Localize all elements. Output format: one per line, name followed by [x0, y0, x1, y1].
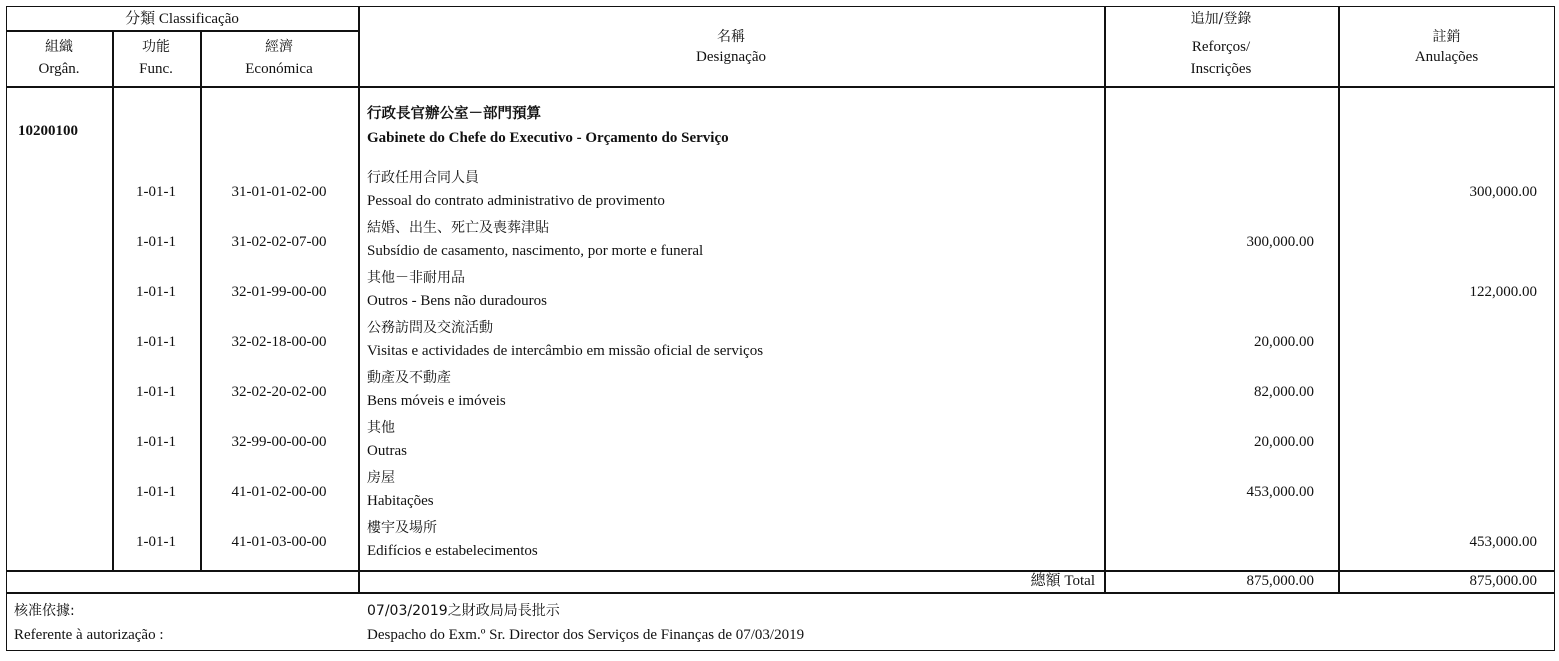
table-row — [6, 416, 1555, 466]
item-name-zh: 行政任用合同人員 — [367, 170, 479, 186]
service-name-pt: Gabinete do Chefe do Executivo - Orçamento do Serviço — [367, 130, 729, 146]
designation-header-pt: Designação — [696, 49, 766, 65]
anulacao-value: 300,000.00 — [1469, 184, 1537, 200]
func-code: 1-01-1 — [136, 434, 176, 450]
anulacao-value: 122,000.00 — [1469, 284, 1537, 300]
reforco-value: 82,000.00 — [1254, 384, 1314, 400]
table-row — [6, 466, 1555, 516]
item-name-pt: Subsídio de casamento, nascimento, por morte e funeral — [367, 243, 704, 259]
reforco-value: 300,000.00 — [1246, 234, 1314, 250]
table-row — [6, 266, 1555, 316]
table-row — [6, 166, 1555, 216]
item-name-zh: 公務訪問及交流活動 — [367, 320, 493, 336]
divider — [6, 86, 1555, 88]
func-code: 1-01-1 — [136, 484, 176, 500]
item-name-zh: 其他 — [367, 420, 395, 436]
authorization-value-pt: Despacho do Exm.º Sr. Director dos Serviços de Finanças de 07/03/2019 — [367, 627, 805, 643]
item-name-pt: Bens móveis e imóveis — [367, 393, 506, 409]
org-header-zh: 組織 — [45, 39, 73, 55]
item-name-pt: Outros - Bens não duradouros — [367, 293, 547, 309]
item-name-zh: 其他－非耐用品 — [367, 270, 465, 286]
service-code: 10200100 — [18, 123, 78, 139]
item-name-pt: Habitações — [367, 493, 434, 509]
func-code: 1-01-1 — [136, 184, 176, 200]
service-name-zh: 行政長官辦公室－部門預算 — [367, 106, 541, 122]
total-label: 總額 Total — [1030, 573, 1095, 589]
func-code: 1-01-1 — [136, 234, 176, 250]
classification-header: 分類 Classificação — [125, 11, 239, 27]
total-anulacoes: 875,000.00 — [1469, 573, 1537, 589]
econ-code: 31-02-02-07-00 — [231, 234, 327, 250]
func-code: 1-01-1 — [136, 284, 176, 300]
item-name-zh: 結婚、出生、死亡及喪葬津貼 — [367, 220, 549, 236]
item-name-zh: 房屋 — [367, 470, 395, 486]
table-row — [6, 516, 1555, 566]
econ-code: 41-01-02-00-00 — [231, 484, 327, 500]
econ-code: 32-02-20-02-00 — [231, 384, 327, 400]
func-code: 1-01-1 — [136, 334, 176, 350]
reforco-value: 20,000.00 — [1254, 434, 1314, 450]
econ-header-zh: 經濟 — [265, 39, 293, 55]
reforco-value: 20,000.00 — [1254, 334, 1314, 350]
func-code: 1-01-1 — [136, 534, 176, 550]
econ-code: 32-02-18-00-00 — [231, 334, 327, 350]
authorization-value-zh: 07/03/2019之財政局局長批示 — [367, 603, 560, 619]
reforco-value: 453,000.00 — [1246, 484, 1314, 500]
budget-table — [6, 6, 1555, 651]
designation-header-zh: 名稱 — [717, 29, 745, 45]
reforcos-header-pt1: Reforços/ — [1191, 39, 1251, 55]
econ-header-pt: Económica — [245, 61, 313, 77]
total-reforcos: 875,000.00 — [1246, 573, 1314, 589]
anulacao-value: 453,000.00 — [1469, 534, 1537, 550]
item-name-pt: Edifícios e estabelecimentos — [367, 543, 538, 559]
econ-code: 31-01-01-02-00 — [231, 184, 327, 200]
econ-code: 32-99-00-00-00 — [231, 434, 327, 450]
authorization-label-pt: Referente à autorização : — [14, 627, 164, 643]
table-row — [6, 316, 1555, 366]
econ-code: 32-01-99-00-00 — [231, 284, 327, 300]
org-header-pt: Orgân. — [38, 61, 80, 77]
table-row — [6, 366, 1555, 416]
func-header-pt: Func. — [139, 61, 173, 77]
item-name-zh: 樓宇及場所 — [367, 520, 437, 536]
divider — [6, 592, 1555, 594]
item-name-pt: Visitas e actividades de intercâmbio em missão oficial de serviços — [367, 343, 764, 359]
reforcos-header-pt2: Inscrições — [1190, 61, 1252, 77]
anulacoes-header-pt: Anulações — [1414, 49, 1479, 65]
item-name-pt: Pessoal do contrato administrativo de provimento — [367, 193, 665, 209]
item-name-pt: Outras — [367, 443, 407, 459]
anulacoes-header-zh: 註銷 — [1432, 29, 1461, 45]
econ-code: 41-01-03-00-00 — [231, 534, 327, 550]
authorization-label-zh: 核准依據: — [14, 603, 75, 619]
item-name-zh: 動產及不動產 — [367, 370, 451, 386]
table-row — [6, 216, 1555, 266]
divider — [6, 30, 358, 32]
func-code: 1-01-1 — [136, 384, 176, 400]
func-header-zh: 功能 — [142, 39, 170, 55]
reforcos-header-zh: 追加/登錄 — [1190, 11, 1252, 27]
